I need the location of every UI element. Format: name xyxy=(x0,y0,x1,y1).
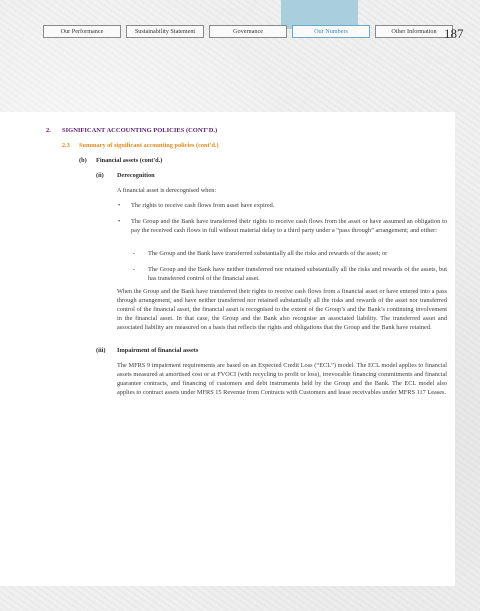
subsection-title: Summary of significant accounting policies (cont'd.) xyxy=(79,142,219,149)
page-number: 187 xyxy=(444,26,464,41)
tab-our-performance[interactable]: Our Performance xyxy=(43,25,121,38)
subsection-number: 2.3 xyxy=(62,142,70,149)
bullet-item: The rights to receive cash flows from asset have expired. xyxy=(131,202,275,209)
derecognition-paragraph: When the Group and the Bank have transferred their rights to receive cash flows from a financial asset or have entered into a pass through arrangement, and have neither transferred nor retained substantially all the risks and rewards of the asset nor transferred control of the financial asset, the financial asset is recognised to the extent of the Group’s and the Bank’s continuing involvement in the financial asset. In that case, the Group and the Bank also recognise an associated liability. The transferred asset and associated liability are measured on a basis that reflects the rights and obligations that the Group and the Bank have retained. xyxy=(117,288,447,331)
item-ii-title: Derecognition xyxy=(117,172,155,179)
item-b-marker: (b) xyxy=(79,157,87,164)
dash-marker: - xyxy=(133,250,136,257)
section-title: SIGNIFICANT ACCOUNTING POLICIES (CONT'D.) xyxy=(62,127,218,134)
dash-item: The Group and the Bank have transferred substantially all the risks and rewards of the asset; or xyxy=(148,250,388,257)
content-sheet xyxy=(0,112,455,586)
section-number: 2. xyxy=(46,127,51,134)
dash-item: The Group and the Bank have neither transferred nor retained substantially all the risks and rewards of the assets, but has transferred control of the financial asset. xyxy=(148,266,447,282)
tab-sustainability-statement[interactable]: Sustainability Statement xyxy=(126,25,204,38)
section-navigation xyxy=(43,25,453,38)
tab-other-information[interactable]: Other Information xyxy=(375,25,453,38)
bullet-item: The Group and the Bank have transferred their rights to receive cash flows from the asset or have assumed an obligation to pay the received cash flows in full without material delay to a third party under a “pass through” arrangement; and either: xyxy=(131,218,447,234)
impairment-paragraph: The MFRS 9 impairment requirements are based on an Expected Credit Loss (“ECL”) model. The ECL model applies to financial assets measured at amortised cost or at FVOCI (with recycling to profit or loss), irrevocable financing commitments and financial guarantee contracts, and financing of customers and debt instruments held by the Group and the Bank. The ECL model also applies to contract assets under MFRS 15 Revenue from Contracts with Customers and lease receivables under MFRS 117 Leases. xyxy=(117,362,447,396)
item-ii-marker: (ii) xyxy=(96,172,104,179)
tab-our-numbers[interactable]: Our Numbers xyxy=(292,25,370,38)
dash-marker: - xyxy=(133,266,136,273)
item-b-title: Financial assets (cont'd.) xyxy=(96,157,163,164)
item-iii-title: Impairment of financial assets xyxy=(117,347,199,354)
bullet-marker: • xyxy=(118,218,121,225)
tab-governance[interactable]: Governance xyxy=(209,25,287,38)
bullet-marker: • xyxy=(118,202,121,209)
derecognition-intro: A financial asset is derecognised when: xyxy=(117,187,217,194)
item-iii-marker: (iii) xyxy=(96,347,106,354)
